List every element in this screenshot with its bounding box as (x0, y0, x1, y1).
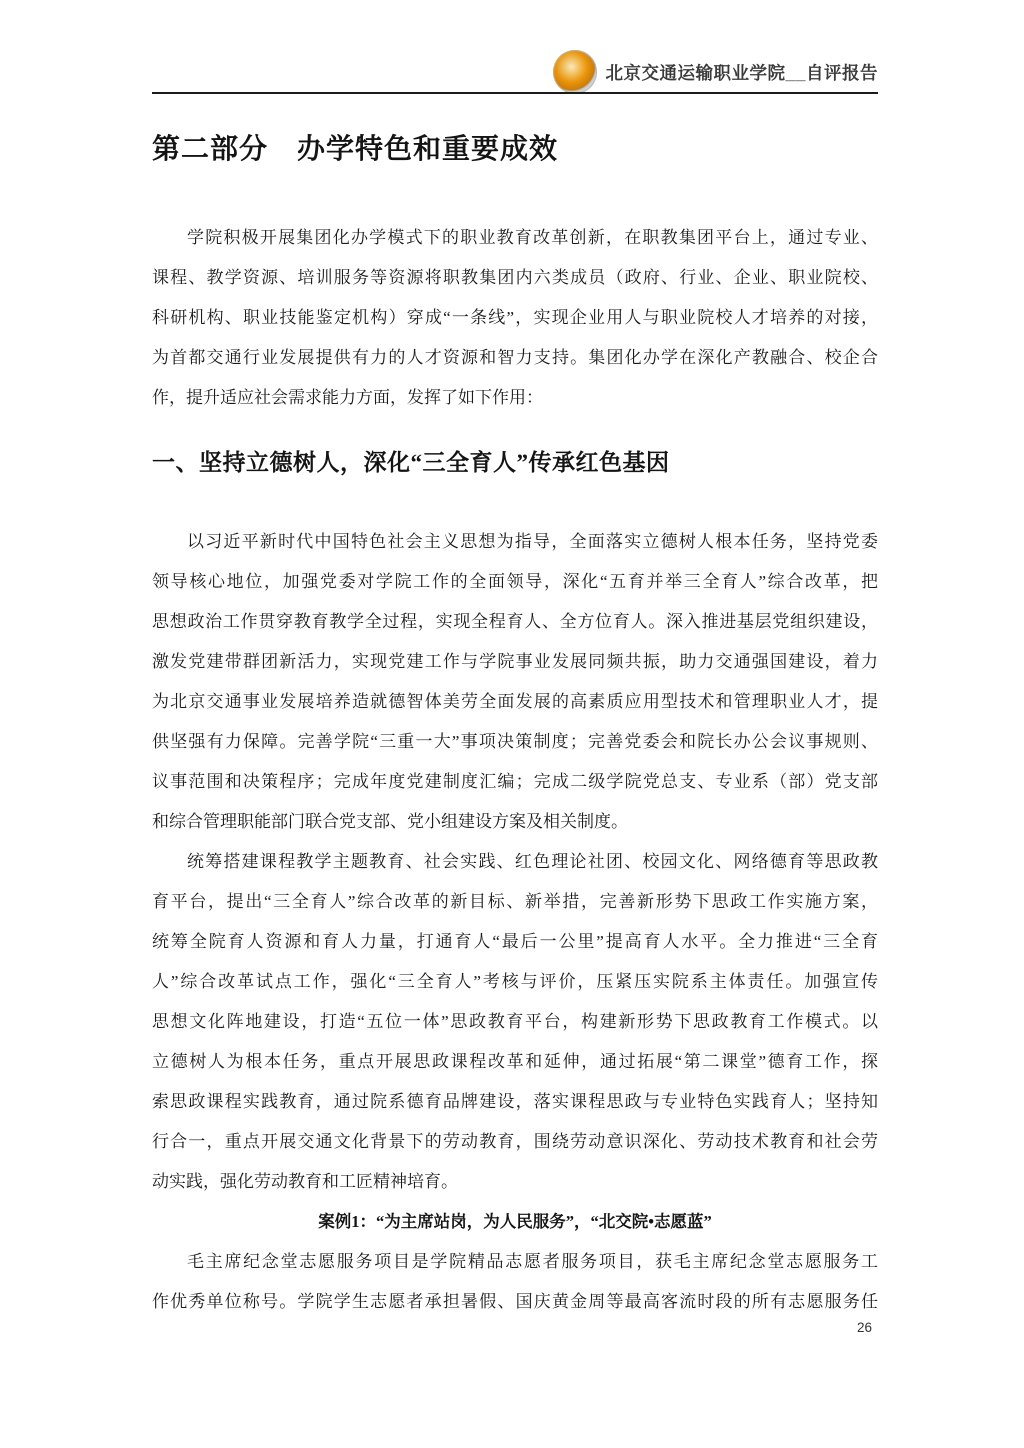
paragraph-line: 育平台，提出“三全育人”综合改革的新目标、新举措，完善新形势下思政工作实施方案， (152, 892, 878, 911)
section-heading: 一、坚持立德树人，深化“三全育人”传承红色基因 (152, 450, 670, 475)
paragraph-line: 人”综合改革试点工作，强化“三全育人”考核与评价，压紧压实院系主体责任。加强宣传 (152, 972, 878, 991)
paragraph-line: 和综合管理职能部门联合党支部、党小组建设方案及相关制度。 (152, 812, 628, 831)
page-number: 26 (856, 1320, 872, 1335)
paragraph-line: 议事范围和决策程序；完成年度党建制度汇编；完成二级学院党总支、专业系（部）党支部 (152, 772, 878, 791)
chapter-title: 第二部分 办学特色和重要成效 (152, 134, 559, 165)
paragraph-line: 以习近平新时代中国特色社会主义思想为指导，全面落实立德树人根本任务，坚持党委 (187, 532, 878, 551)
paragraph-line: 思想政治工作贯穿教育教学全过程，实现全程育人、全方位育人。深入推进基层党组织建设， (152, 612, 878, 631)
paragraph-line: 统筹搭建课程教学主题教育、社会实践、红色理论社团、校园文化、网络德育等思政教 (187, 852, 878, 871)
paragraph-2 (152, 522, 878, 842)
document-content (152, 130, 878, 1322)
paragraph-4 (152, 1242, 878, 1322)
paragraph-line: 作，提升适应社会需求能力方面，发挥了如下作用： (152, 388, 543, 407)
page-header (553, 50, 878, 94)
paragraph-line: 学院积极开展集团化办学模式下的职业教育改革创新，在职教集团平台上，通过专业、 (187, 228, 878, 247)
paragraph-line: 为北京交通事业发展培养造就德智体美劳全面发展的高素质应用型技术和管理职业人才，提 (152, 692, 878, 711)
paragraph-line: 行合一，重点开展交通文化背景下的劳动教育，围绕劳动意识深化、劳动技术教育和社会劳 (152, 1132, 878, 1151)
paragraph-line: 科研机构、职业技能鉴定机构）穿成“一条线”，实现企业用人与职业院校人才培养的对接， (152, 308, 878, 327)
paragraph-line: 立德树人为根本任务，重点开展思政课程改革和延伸，通过拓展“第二课堂”德育工作，探 (152, 1052, 878, 1071)
case-heading: 案例1：“为主席站岗，为人民服务”，“北交院•志愿蓝” (318, 1212, 712, 1231)
paragraph-line: 索思政课程实践教育，通过院系德育品牌建设，落实课程思政与专业特色实践育人；坚持知 (152, 1092, 878, 1111)
paragraph-line: 供坚强有力保障。完善学院“三重一大”事项决策制度；完善党委会和院长办公会议事规则、 (152, 732, 878, 751)
header-title: 北京交通运输职业学院__自评报告 (605, 62, 878, 83)
paragraph-line: 毛主席纪念堂志愿服务项目是学院精品志愿者服务项目，获毛主席纪念堂志愿服务工 (187, 1252, 878, 1271)
paragraph-3 (152, 842, 878, 1202)
paragraph-line: 课程、教学资源、培训服务等资源将职教集团内六类成员（政府、行业、企业、职业院校、 (152, 268, 878, 287)
college-seal-icon (553, 50, 597, 94)
paragraph-line: 动实践，强化劳动教育和工匠精神培育。 (152, 1172, 458, 1191)
paragraph-line: 思想文化阵地建设，打造“五位一体”思政教育平台，构建新形势下思政教育工作模式。以 (152, 1012, 878, 1031)
paragraph-line: 作优秀单位称号。学院学生志愿者承担暑假、国庆黄金周等最高客流时段的所有志愿服务任 (152, 1292, 878, 1311)
paragraph-line: 统筹全院育人资源和育人力量，打通育人“最后一公里”提高育人水平。全力推进“三全育 (152, 932, 878, 951)
paragraph-line: 领导核心地位，加强党委对学院工作的全面领导，深化“五育并举三全育人”综合改革，把 (152, 572, 878, 591)
header-divider (152, 92, 878, 94)
paragraph-line: 为首都交通行业发展提供有力的人才资源和智力支持。集团化办学在深化产教融合、校企合 (152, 348, 878, 367)
paragraph-line: 激发党建带群团新活力，实现党建工作与学院事业发展同频共振，助力交通强国建设，着力 (152, 652, 878, 671)
paragraph-1 (152, 218, 878, 418)
